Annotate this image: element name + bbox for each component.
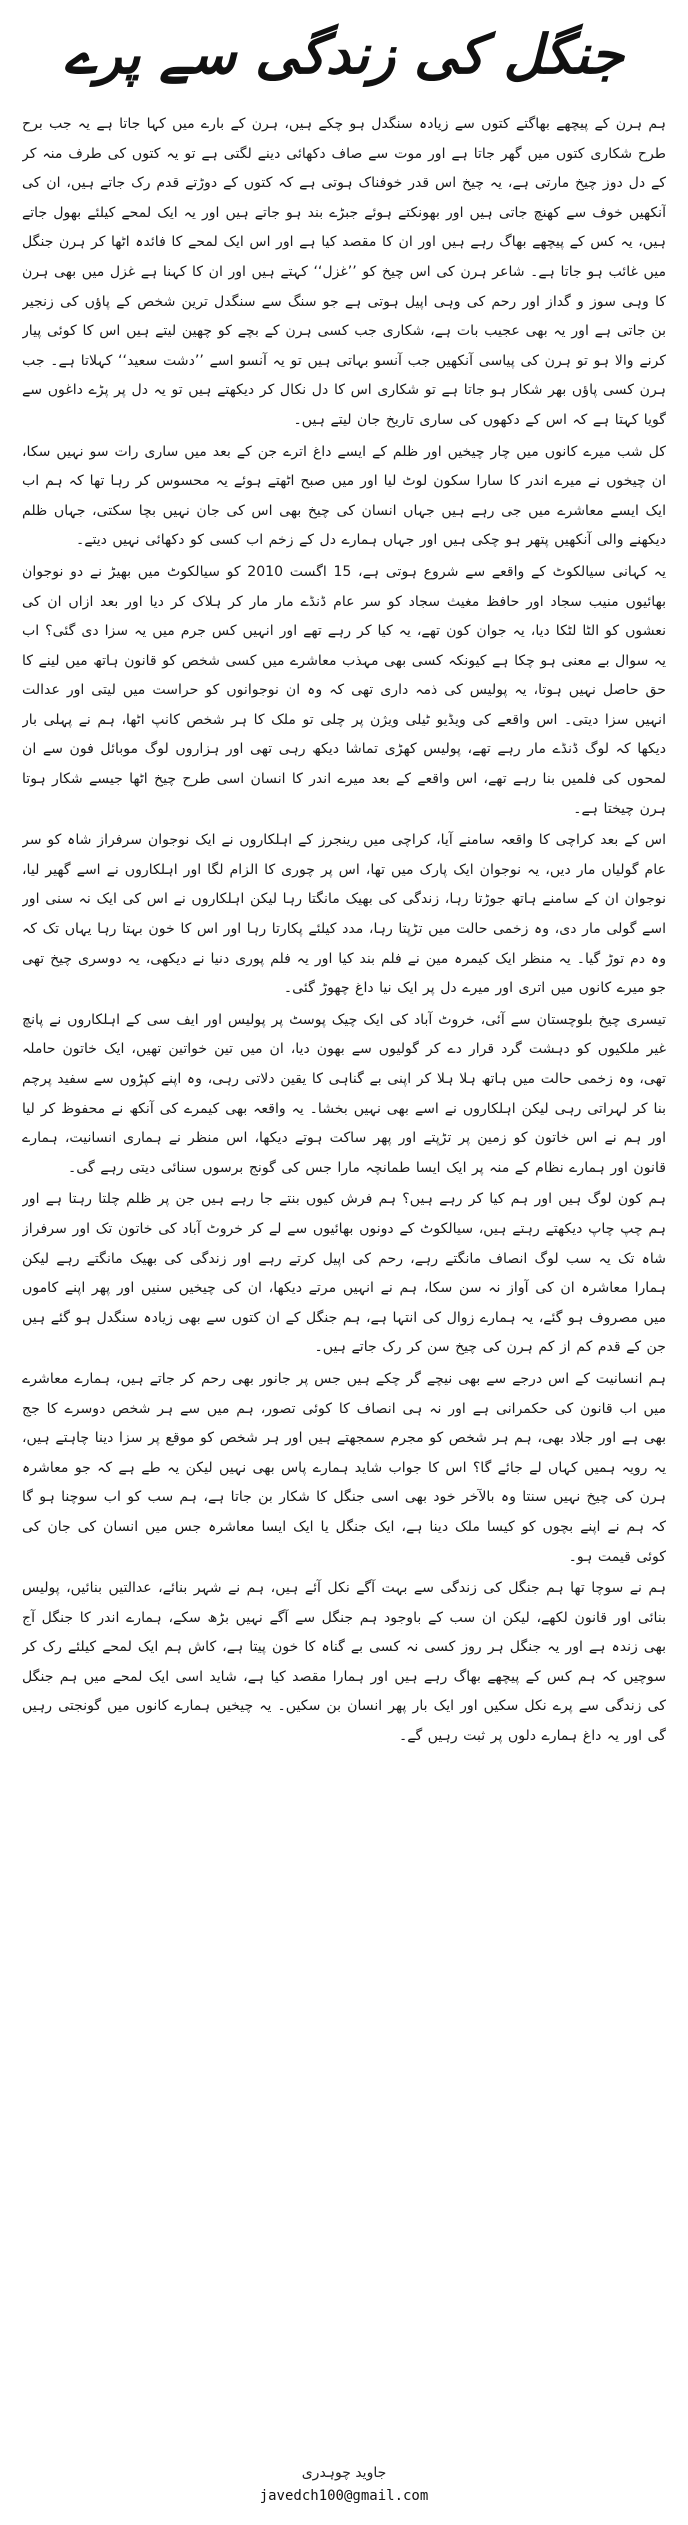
author-email[interactable]: javedch100@gmail.com xyxy=(259,2488,429,2504)
article-paragraph: ہم نے سوچا تھا ہم جنگل کی زندگی سے بہت آگے نکل آئے ہیں، ہم نے شہر بنائے، عدالتیں بنائیں، پولیس بنائی اور قانون لکھے، لیکن ان سب کے باوجود ہم جنگل سے آگے نہیں بڑھ سکے، ہمارے اندر کا جنگل آج بھی زندہ ہے اور یہ جنگل ہر روز کسی نہ کسی بے گناہ کا خون پیتا ہے، کاش ہم ایک لمحے کیلئے رک کر سوچیں کہ ہم کس کے پیچھے بھاگ رہے ہیں اور ہمارا مقصد کیا ہے، شاید اسی ایک لمحے میں ہم جنگل کی زندگی سے پرے نکل سکیں اور ایک بار پھر انسان بن سکیں۔ یہ چیخیں ہمارے کانوں میں گونجتی رہیں گی اور یہ داغ ہمارے دلوں پر ثبت رہیں گے۔ xyxy=(22,1580,666,1745)
article-paragraph: ہم انسانیت کے اس درجے سے بھی نیچے گر چکے ہیں جس پر جانور بھی رحم کر جاتے ہیں، ہمارے معاشرے میں اب قانون کی حکمرانی ہے اور نہ ہی انصاف کا کوئی تصور، ہم میں سے ہر شخص دوسرے کا جج بھی ہے اور جلاد بھی، ہم ہر شخص کو مجرم سمجھتے ہیں اور ہر شخص کو موقع پر سزا دینا چاہتے ہیں، یہ رویہ ہمیں کہاں لے جائے گا؟ اس کا جواب شاید ہمارے پاس بھی نہیں لیکن یہ طے ہے کہ جو معاشرہ ہرن کی چیخ نہیں سنتا وہ بالآخر خود بھی اسی جنگل کا شکار بن جاتا ہے، ہم سب کو اب سوچنا ہو گا کہ ہم نے اپنے بچوں کو کیسا ملک دینا ہے، ایک جنگل یا ایک ایسا معاشرہ جس میں انسان کی جان کی کوئی قیمت ہو۔ xyxy=(22,1370,666,1565)
article-paragraph: ہم ہرن کے پیچھے بھاگتے کتوں سے زیادہ سنگدل ہو چکے ہیں، ہرن کے بارے میں کہا جاتا ہے یہ جب برح طرح شکاری کتوں میں گھر جاتا ہے اور موت سے صاف دکھائی دینے لگتی ہے تو یہ کتوں کی طرف منہ کر کے دل دوز چیخ مارتی ہے، یہ چیخ اس قدر خوفناک ہوتی ہے کہ کتوں کے دوڑتے قدم رک جاتے ہیں، ان کی آنکھیں خوف سے کھنچ جاتی ہیں اور بھونکتے ہوئے جبڑے بند ہو جاتے ہیں اور یہ ایک لمحے کیلئے بھول جاتے ہیں، یہ کس کے پیچھے بھاگ رہے ہیں اور ان کا مقصد کیا ہے اور اس ایک لمحے کا فائدہ اٹھا کر ہرن جنگل میں غائب ہو جاتا ہے۔ شاعر ہرن کی اس چیخ کو ’’غزل‘‘ کہتے ہیں اور ان کا کہنا ہے غزل میں بھی ہرن کا وہی سوز و گداز اور رحم کی وہی اپیل ہوتی ہے جو سنگ سے سنگدل ترین شخص کے پاؤں کی زنجیر بن جاتی ہے اور یہ بھی عجیب بات ہے، شکاری جب کسی ہرن کے بچے کو چھین لیتے ہیں اس کا کوئی پیار کرنے والا ہو تو ہرن کی پیاسی آنکھیں جب آنسو بہاتی ہیں تو یہ آنسو اسے ’’دشت سعید‘‘ کہلاتا ہے۔ جب ہرن کسی پاؤں بھر شکار ہو جاتا ہے تو شکاری اس کا دل نکال کر دیکھتے ہیں تو یہ دل پر پڑے داغوں سے گویا کہتا ہے کہ اس کے دکھوں کی ساری تاریخ جان لیتے ہیں۔ xyxy=(22,116,666,428)
article-body xyxy=(22,110,666,2425)
article-paragraph: ہم کون لوگ ہیں اور ہم کیا کر رہے ہیں؟ ہم فرش کیوں بنتے جا رہے ہیں جن پر ظلم چلتا رہتا ہے اور ہم چپ چاپ دیکھتے رہتے ہیں، سیالکوٹ کے دونوں بھائیوں سے لے کر خروٹ آباد کی خاتون تک اور سرفراز شاہ تک یہ سب لوگ انصاف مانگتے رہے، رحم کی اپیل کرتے رہے اور زندگی کی بھیک مانگتے رہے لیکن ہمارا معاشرہ ان کی آواز نہ سن سکا، ہم نے انہیں مرتے دیکھا، ان کی چیخیں سنیں اور پھر اپنے کاموں میں مصروف ہو گئے، یہ ہمارے زوال کی انتہا ہے، ہم جنگل کے ان کتوں سے بھی زیادہ سنگدل ہو گئے ہیں جن کے قدم کم از کم ہرن کی چیخ سن کر رک جاتے ہیں۔ xyxy=(22,1191,666,1356)
article-paragraph: اس کے بعد کراچی کا واقعہ سامنے آیا، کراچی میں رینجرز کے اہلکاروں نے ایک نوجوان سرفراز شاہ کو سر عام گولیاں مار دیں، یہ نوجوان ایک پارک میں تھا، اس پر چوری کا الزام لگا اور اہلکاروں نے اسے گھیر لیا، نوجوان ان کے سامنے ہاتھ جوڑتا رہا، زندگی کی بھیک مانگتا رہا لیکن اہلکاروں نے اس کی ایک نہ سنی اور اسے گولی مار دی، وہ زخمی حالت میں تڑپتا رہا، مدد کیلئے پکارتا رہا اور اس کا خون بہتا رہا یہاں تک کہ وہ دم توڑ گیا۔ یہ منظر ایک کیمرہ مین نے فلم بند کیا اور یہ فلم پوری دنیا نے دیکھی، یہ دوسری چیخ تھی جو میرے کانوں میں اتری اور میرے دل پر ایک نیا داغ چھوڑ گئی۔ xyxy=(22,832,666,997)
article-headline: جنگل کی زندگی سے پرے xyxy=(64,23,624,86)
article-paragraph: کل شب میرے کانوں میں چار چیخیں اور ظلم کے ایسے داغ اترے جن کے بعد میں ساری رات سو نہیں سکا، ان چیخوں نے میرے اندر کا سارا سکون لوٹ لیا اور میں صبح اٹھتے ہوئے یہ محسوس کر رہا تھا کہ ہم اب ایک ایسے معاشرے میں جی رہے ہیں جہاں انسان کی چیخ بھی اس کی جان نہیں بچا سکتی، جہاں ظلم دیکھنے والی آنکھیں پتھر ہو چکی ہیں اور جہاں ہمارے دل کے زخم اب کسی کو دکھائی نہیں دیتے۔ xyxy=(22,443,666,549)
author-byline xyxy=(0,2462,688,2508)
author-name: جاوید چوہدری xyxy=(301,2465,387,2481)
article-paragraph: یہ کہانی سیالکوٹ کے واقعے سے شروع ہوتی ہے، 15 اگست 2010 کو سیالکوٹ میں بھیڑ نے دو نوجوان بھائیوں منیب سجاد اور حافظ مغیث سجاد کو سر عام ڈنڈے مار مار کر ہلاک کر دیا اور بعد ازاں ان کی نعشوں کو الٹا لٹکا دیا، یہ جوان کون تھے، یہ کیا کر رہے تھے اور انہیں کس جرم میں یہ سزا دی گئی؟ اب یہ سوال بے معنی ہو چکا ہے کیونکہ کسی بھی مہذب معاشرے میں کسی شخص کو قانون ہاتھ میں لینے کا حق حاصل نہیں ہوتا، یہ پولیس کی ذمہ داری تھی کہ وہ ان نوجوانوں کو حراست میں لیتی اور عدالت انہیں سزا دیتی۔ اس واقعے کی ویڈیو ٹیلی ویژن پر چلی تو ملک کا ہر شخص کانپ اٹھا، ہم نے پہلی بار دیکھا کہ لوگ ڈنڈے مار رہے تھے، پولیس کھڑی تماشا دیکھ رہی تھی اور ہزاروں لوگ موبائل فون سے ان لمحوں کی فلمیں بنا رہے تھے، اس واقعے کے بعد میرے اندر کا انسان اسی طرح چیخ اٹھا جیسے شکار ہوتا ہرن چیختا ہے۔ xyxy=(22,563,666,817)
article-paragraph: تیسری چیخ بلوچستان سے آئی، خروٹ آباد کی ایک چیک پوسٹ پر پولیس اور ایف سی کے اہلکاروں نے پانچ غیر ملکیوں کو دہشت گرد قرار دے کر گولیوں سے بھون دیا، ان میں تین خواتین تھیں، ایک خاتون حاملہ تھی، وہ زخمی حالت میں ہاتھ ہلا ہلا کر اپنی بے گناہی کا یقین دلاتی رہی، وہ اپنے کپڑوں سے سفید پرچم بنا کر لہراتی رہی لیکن اہلکاروں نے اسے بھی نہیں بخشا۔ یہ واقعہ بھی کیمرے کی آنکھ نے محفوظ کر لیا اور ہم نے اس خاتون کو زمین پر تڑپتے اور پھر ساکت ہوتے دیکھا، اس منظر نے ہماری انسانیت، ہمارے قانون اور ہمارے نظام کے منہ پر ایک ایسا طمانچہ مارا جس کی گونج برسوں سنائی دیتی رہے گی۔ xyxy=(22,1011,666,1176)
